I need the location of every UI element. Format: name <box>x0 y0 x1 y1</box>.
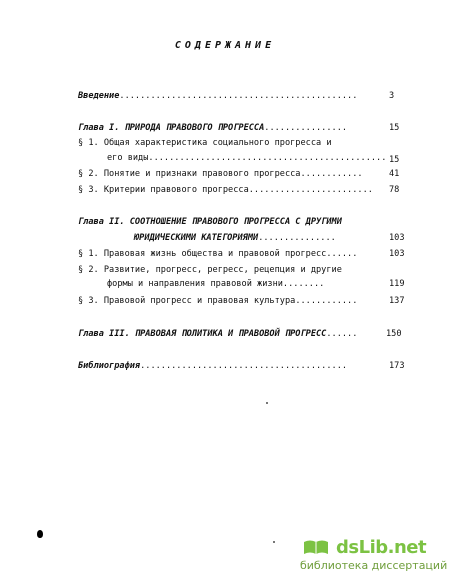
toc-leader: ...... <box>326 249 358 259</box>
scan-speck <box>266 402 268 404</box>
toc-page-chapter-2: 103 <box>389 233 405 243</box>
toc-leader: ............ <box>295 296 358 306</box>
toc-entry-chapter-3 <box>78 330 357 339</box>
toc-page-1-1: 15 <box>389 155 400 165</box>
toc-entry-chapter-2-cont <box>134 234 336 243</box>
toc-leader: ................ <box>264 123 348 133</box>
toc-leader: ............... <box>258 233 336 243</box>
toc-entry-chapter-1 <box>78 124 347 133</box>
toc-leader: ...... <box>326 329 358 339</box>
logo-ds: ds <box>336 537 359 558</box>
toc-label: Библиография <box>78 361 141 371</box>
toc-page-2-2: 119 <box>389 279 405 289</box>
toc-label: Глава I. ПРИРОДА ПРАВОВОГО ПРОГРЕССА <box>78 123 265 133</box>
toc-page-1-3: 78 <box>389 185 400 195</box>
toc-entry-2-2-cont <box>107 280 324 289</box>
watermark-subtitle: библиотека диссертаций <box>300 559 448 572</box>
toc-label: § 3. Критерии правового прогресса <box>78 185 249 195</box>
toc-label: формы и направления правовой жизни <box>107 279 283 289</box>
toc-page-bibliography: 173 <box>389 361 405 371</box>
toc-leader: ........................ <box>248 185 373 195</box>
toc-label: Введение <box>78 91 120 101</box>
toc-page-intro: 3 <box>389 91 395 101</box>
toc-leader: .............................................. <box>148 153 387 163</box>
scan-speck <box>273 541 275 543</box>
toc-label: § 2. Понятие и признаки правового прогресса <box>78 169 301 179</box>
toc-label: Глава III. ПРАВОВАЯ ПОЛИТИКА И ПРАВОВОЙ ПРОГРЕСС <box>78 329 327 339</box>
toc-entry-2-3 <box>78 297 357 306</box>
toc-entry-intro <box>78 92 357 101</box>
toc-entry-2-2: § 2. Развитие, прогресс, регресс, рецепция и другие <box>78 265 342 275</box>
toc-page-chapter-3: 150 <box>386 329 402 339</box>
toc-entry-2-1 <box>78 250 357 259</box>
logo-lib: Lib.net <box>358 537 427 558</box>
toc-entry-bibliography <box>78 362 347 371</box>
toc-label: § 3. Правовой прогресс и правовая культура <box>78 296 296 306</box>
watermark-logo <box>336 537 426 558</box>
toc-leader: ........................................ <box>140 361 348 371</box>
toc-entry-1-1: § 1. Общая характеристика социального прогресса и <box>78 138 332 148</box>
toc-page-2-3: 137 <box>389 296 405 306</box>
toc-leader: .............................................. <box>119 91 358 101</box>
toc-page-2-1: 103 <box>389 249 405 259</box>
page-title: СОДЕРЖАНИЕ <box>174 40 276 51</box>
toc-entry-1-2 <box>78 170 363 179</box>
toc-page-1-2: 41 <box>389 169 400 179</box>
toc-entry-1-1-cont <box>107 154 386 163</box>
toc-entry-1-3 <box>78 186 373 195</box>
toc-label: ЮРИДИЧЕСКИМИ КАТЕГОРИЯМИ <box>134 233 259 243</box>
toc-label: § 1. Правовая жизнь общества и правовой прогресс <box>78 249 327 259</box>
ink-blot <box>37 530 43 538</box>
toc-entry-chapter-2: Глава II. СООТНОШЕНИЕ ПРАВОВОГО ПРОГРЕССА С ДРУГИМИ <box>78 217 342 227</box>
toc-label: его виды <box>107 153 149 163</box>
toc-page-chapter-1: 15 <box>389 123 400 133</box>
toc-leader: ............ <box>300 169 363 179</box>
book-icon <box>303 539 329 555</box>
toc-leader: ........ <box>282 279 325 289</box>
